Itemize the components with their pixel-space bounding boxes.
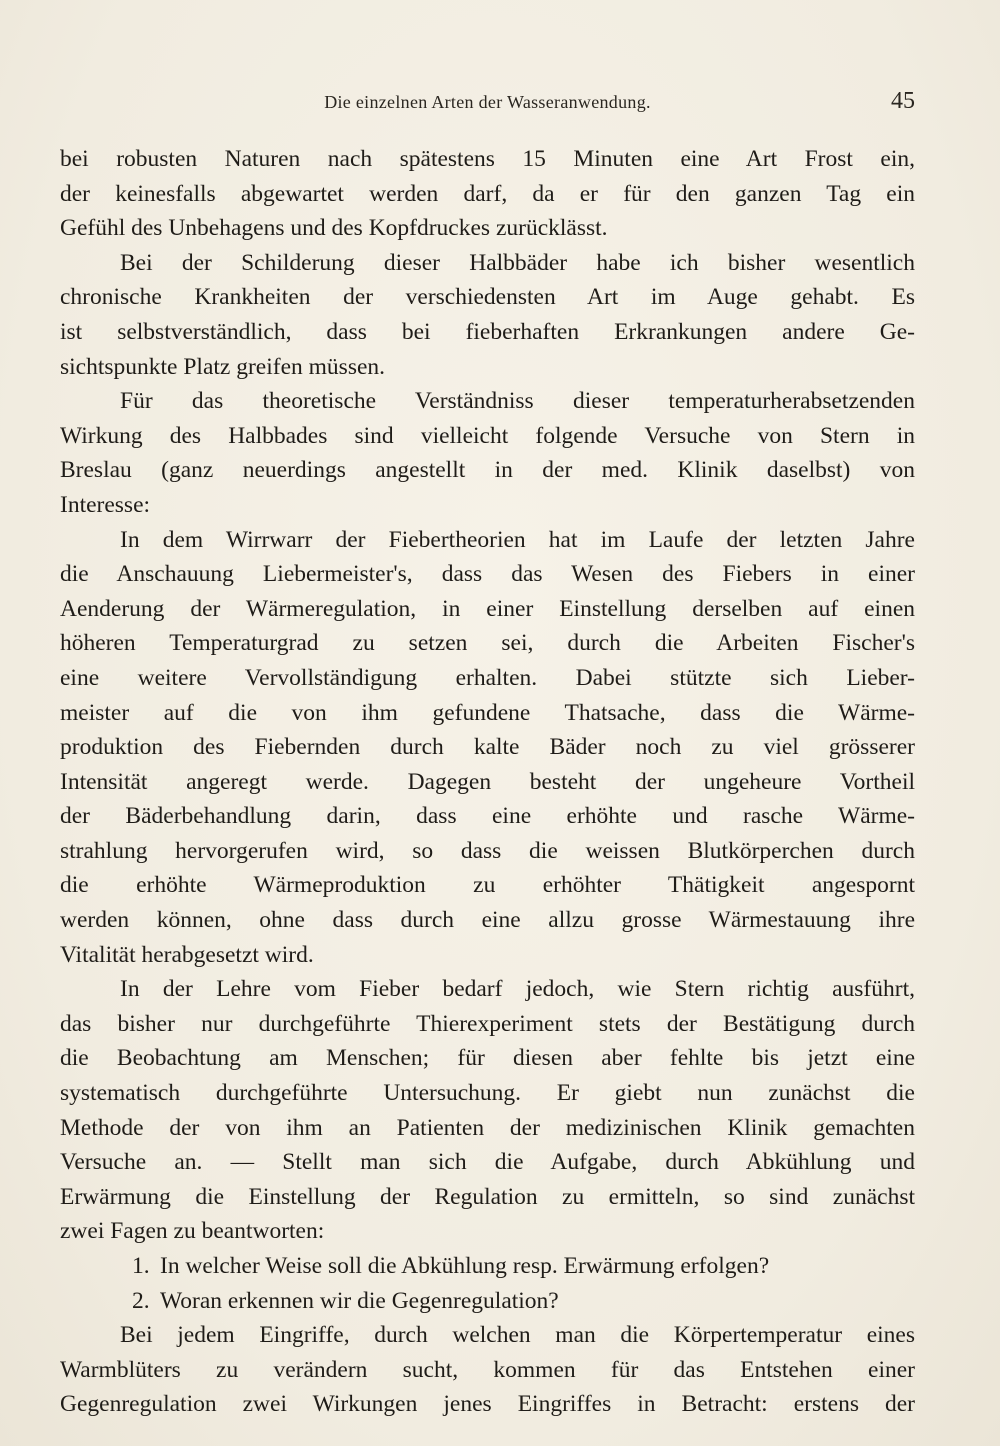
text-line: Wirkung des Halbbades sind vielleicht folgende Versuche von Stern in — [60, 422, 915, 449]
page-number: 45 — [891, 88, 915, 114]
list-number: 1. — [132, 1253, 150, 1279]
text-line: werden können, ohne dass durch eine allzu grosse Wärmestauung ihre — [60, 907, 915, 934]
text-line: eine weitere Vervollständigung erhalten. Dabei stützte sich Lieber- — [60, 664, 915, 691]
text-line: Bei der Schilderung dieser Halbbäder habe ich bisher wesentlich — [120, 249, 915, 276]
text-line: die Beobachtung am Menschen; für diesen aber fehlte bis jetzt eine — [60, 1045, 915, 1072]
list-number: 2. — [132, 1287, 150, 1314]
text-line: Erwärmung die Einstellung der Regulation zu ermitteln, so sind zunächst — [60, 1183, 915, 1210]
text-line: ist selbstverständlich, dass bei fieberhaften Erkrankungen andere Ge- — [60, 318, 915, 345]
text-line: Gefühl des Unbehagens und des Kopfdruckes zurücklässt. — [60, 215, 608, 242]
text-line: Bei jedem Eingriffe, durch welchen man die Körpertemperatur eines — [120, 1322, 915, 1349]
text-line: Intensität angeregt werde. Dagegen besteht der ungeheure Vortheil — [60, 768, 915, 795]
text-line: Methode der von ihm an Patienten der medizinischen Klinik gemachten — [60, 1114, 915, 1141]
text-line: Versuche an. — Stellt man sich die Aufgabe, durch Abkühlung und — [60, 1149, 915, 1176]
text-line: der Bäderbehandlung darin, dass eine erhöhte und rasche Wärme- — [60, 803, 915, 830]
text-line: In dem Wirrwarr der Fiebertheorien hat im Laufe der letzten Jahre — [120, 526, 915, 553]
text-line: Warmblüters zu verändern sucht, kommen für das Entstehen einer — [60, 1356, 915, 1383]
text-line: Aenderung der Wärmeregulation, in einer Einstellung derselben auf einen — [60, 595, 915, 622]
text-line: Vitalität herabgesetzt wird. — [60, 941, 314, 968]
text-line: Gegenregulation zwei Wirkungen jenes Eingriffes in Betracht: erstens der — [60, 1391, 915, 1418]
text-line: systematisch durchgeführte Untersuchung. Er giebt nun zunächst die — [60, 1080, 915, 1107]
list-item — [60, 1284, 915, 1319]
text-line: die erhöhte Wärmeproduktion zu erhöhter Thätigkeit angespornt — [60, 872, 915, 899]
text-line: höheren Temperaturgrad zu setzen sei, durch die Arbeiten Fischer's — [60, 630, 915, 657]
text-line: In der Lehre vom Fieber bedarf jedoch, wie Stern richtig ausführt, — [120, 976, 915, 1003]
page-header — [60, 88, 915, 120]
text-line: die Anschauung Liebermeister's, dass das Wesen des Fiebers in einer — [60, 561, 915, 588]
text-line: zwei Fagen zu beantworten: — [60, 1218, 325, 1245]
body-text — [60, 142, 915, 1422]
text-line: produktion des Fiebernden durch kalte Bäder noch zu viel grösserer — [60, 734, 915, 761]
text-line: bei robusten Naturen nach spätestens 15 Minuten eine Art Frost ein, — [60, 146, 915, 172]
text-line: sichtspunkte Platz greifen müssen. — [60, 353, 386, 380]
list-item — [60, 1249, 915, 1284]
text-line: Interesse: — [60, 491, 151, 518]
text-line: Breslau (ganz neuerdings angestellt in der med. Klinik daselbst) von — [60, 457, 915, 484]
text-line: strahlung hervorgerufen wird, so dass die weissen Blutkörperchen durch — [60, 837, 915, 864]
text-line: das bisher nur durchgeführte Thierexperiment stets der Bestätigung durch — [60, 1010, 915, 1037]
list-text: Woran erkennen wir die Gegenregulation? — [160, 1287, 559, 1314]
text-line: der keinesfalls abgewartet werden darf, da er für den ganzen Tag ein — [60, 180, 915, 207]
running-title: Die einzelnen Arten der Wasseranwendung. — [324, 92, 651, 112]
text-line: meister auf die von ihm gefundene Thatsache, dass die Wärme- — [60, 699, 915, 726]
text-line: chronische Krankheiten der verschiedensten Art im Auge gehabt. Es — [60, 284, 915, 311]
list-text: In welcher Weise soll die Abkühlung resp. Erwärmung erfolgen? — [160, 1253, 770, 1279]
text-line: Für das theoretische Verständniss dieser temperaturherabsetzenden — [120, 388, 915, 415]
